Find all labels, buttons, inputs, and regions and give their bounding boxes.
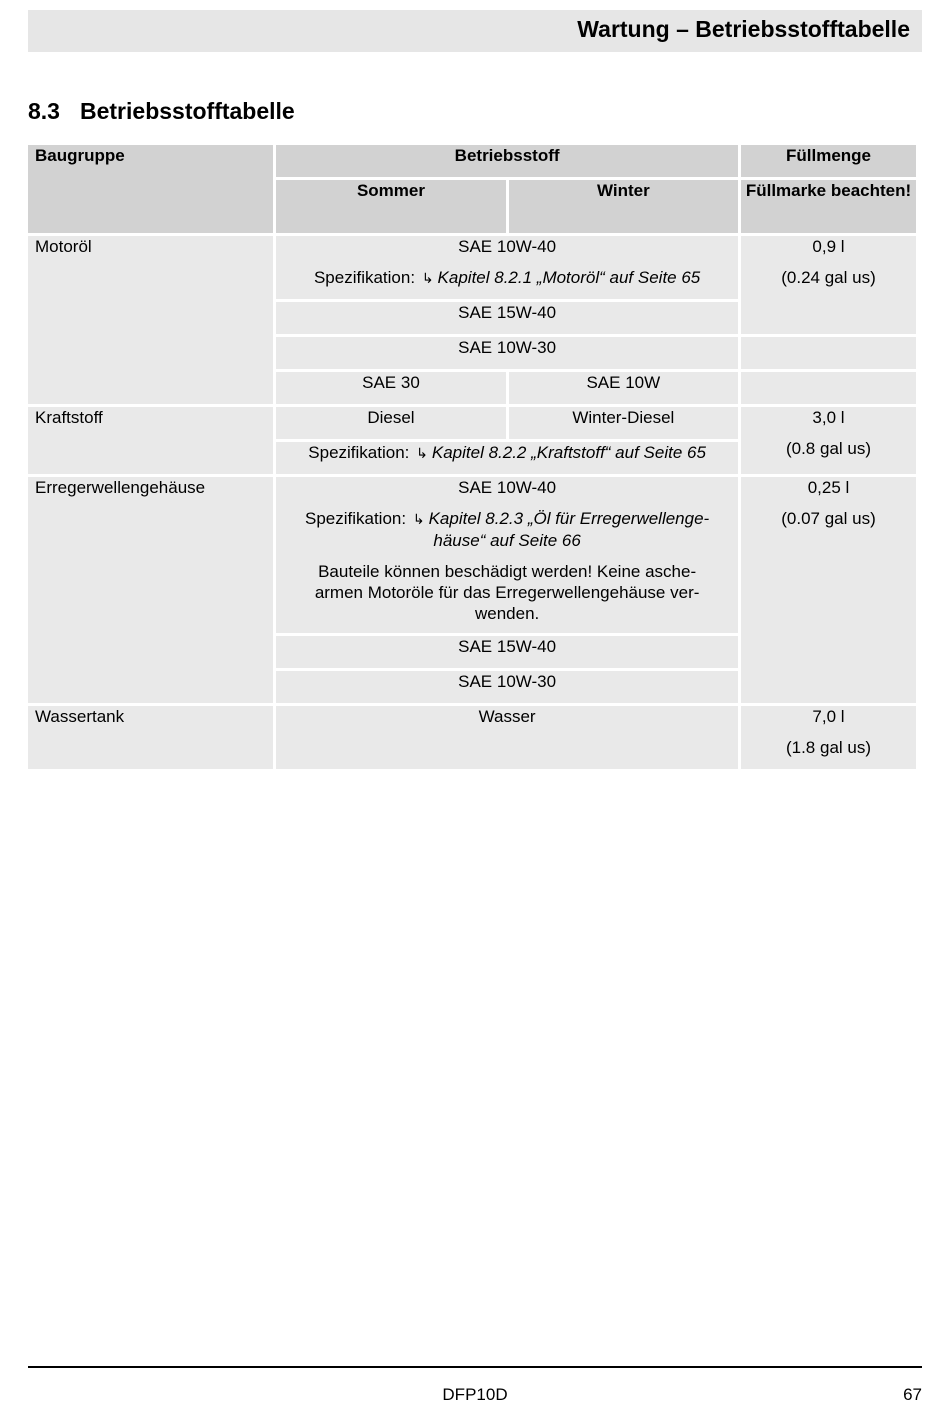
header-baugruppe: Baugruppe [28,145,273,233]
erreger-warning-1: Bauteile können beschädigt werden! Keine asche- [318,562,697,581]
kraftstoff-spec-link[interactable]: Kapitel 8.2.2 „Kraftstoff“ auf Seite 65 [431,443,706,462]
erreger-spec-link-1[interactable]: Kapitel 8.2.3 „Öl für Erregerwellenge- [428,509,710,528]
spec-prefix: Spezifikation: [304,509,407,528]
section-heading [28,98,295,125]
motoroel-spec [276,267,738,289]
section-title: Betriebsstofftabelle [80,98,295,124]
erreger-amount: 0,25 l [807,478,850,497]
footer-page-number: 67 [903,1385,922,1404]
row-label-kraftstoff: Kraftstoff [28,407,273,474]
erreger-grade-2: SAE 15W-40 [276,636,738,668]
motoroel-summer: SAE 30 [276,372,505,404]
header-fuellmarke: Füllmarke beachten! [741,180,916,233]
wassertank-medium: Wasser [276,706,738,769]
erreger-amount-cell [741,477,916,703]
row-label-erreger: Erregerwellengehäuse [28,477,273,703]
footer-divider [28,1366,922,1368]
kraftstoff-winter: Winter-Diesel [509,407,738,439]
motoroel-grade-2: SAE 15W-40 [276,302,738,334]
header-bar [28,10,922,52]
empty-cell [741,372,916,404]
erreger-spec [276,508,738,551]
erreger-spec-link-2[interactable]: häuse“ auf Seite 66 [433,531,581,550]
motoroel-grade-1: SAE 10W-40 [458,237,557,256]
kraftstoff-amount: 3,0 l [812,408,845,427]
kraftstoff-amount-cell [741,407,916,474]
spec-prefix: Spezifikation: [308,443,410,462]
kraftstoff-amount-us: (0.8 gal us) [785,439,872,458]
motoroel-winter: SAE 10W [509,372,738,404]
header-winter: Winter [509,180,738,233]
kraftstoff-spec [276,442,738,474]
header-sommer: Sommer [276,180,505,233]
header-title: Wartung – Betriebsstofftabelle [577,16,910,42]
erreger-warning-2: armen Motoröle für das Erregerwellengehäuse ver- [314,583,700,602]
cross-reference-icon: ↳ [416,445,428,461]
motoroel-grade-3: SAE 10W-30 [276,337,738,369]
erreger-main-cell [276,477,738,633]
footer-document-id: DFP10D [442,1385,508,1404]
erreger-warning-3: wenden. [474,604,540,623]
motoroel-amount-us: (0.24 gal us) [781,268,876,287]
wassertank-amount-cell [741,706,916,769]
cross-reference-icon: ↳ [421,270,434,286]
motoroel-amount: 0,9 l [812,237,845,256]
cross-reference-icon: ↳ [412,511,425,527]
section-number: 8.3 [28,98,60,124]
motoroel-main-cell [276,236,738,299]
motoroel-spec-link[interactable]: Kapitel 8.2.1 „Motoröl“ auf Seite 65 [437,268,701,287]
wassertank-amount: 7,0 l [812,707,845,726]
wassertank-amount-us: (1.8 gal us) [785,738,872,757]
kraftstoff-summer: Diesel [276,407,505,439]
erreger-warning [276,561,738,624]
motoroel-amount-cell [741,236,916,334]
row-label-wassertank: Wassertank [28,706,273,769]
betriebsstoff-table [25,142,919,772]
row-label-motoroel: Motoröl [28,236,273,404]
erreger-amount-us: (0.07 gal us) [781,509,876,528]
erreger-grade-3: SAE 10W-30 [276,671,738,703]
erreger-grade-1: SAE 10W-40 [458,478,557,497]
header-betriebsstoff: Betriebsstoff [276,145,738,177]
spec-prefix: Spezifikation: [313,268,416,287]
empty-cell [741,337,916,369]
header-fuellmenge: Füllmenge [741,145,916,177]
